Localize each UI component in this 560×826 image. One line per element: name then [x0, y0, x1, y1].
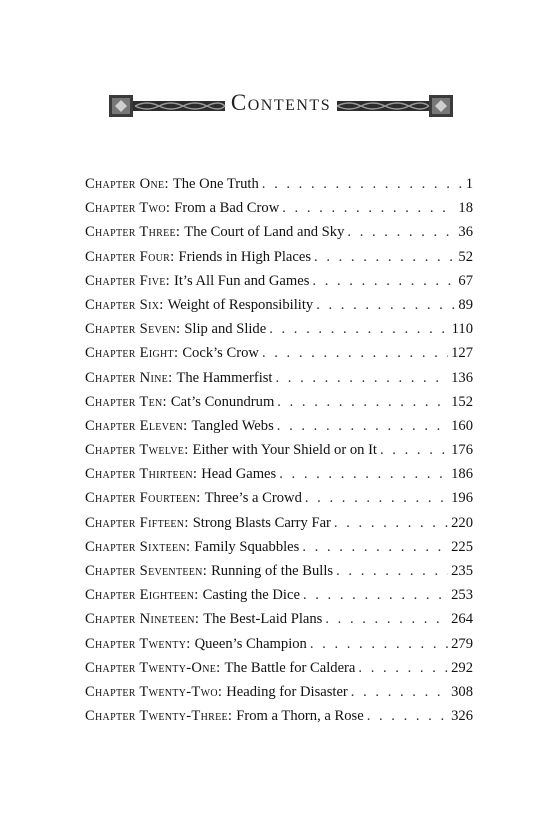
toc-entry [85, 462, 473, 486]
page-number: 235 [451, 563, 473, 579]
page-number: 326 [451, 708, 473, 725]
dot-leader [312, 269, 455, 293]
dot-leader [277, 414, 448, 438]
dot-leader [314, 245, 455, 269]
chapter-number: Chapter Seven: [85, 321, 181, 338]
toc-entry [85, 704, 473, 728]
chapter-title: The Best-Laid Plans [203, 611, 323, 628]
dot-leader [262, 341, 448, 365]
chapter-number: Chapter One: [85, 176, 169, 192]
chapter-title: The Hammerfist [176, 369, 273, 386]
toc-entry [85, 680, 473, 704]
page-number: 127 [451, 345, 473, 362]
chapter-number: Chapter Six: [85, 296, 164, 313]
chapter-title: From a Thorn, a Rose [236, 708, 364, 725]
dot-leader [302, 535, 448, 559]
chapter-title: Friends in High Places [178, 248, 312, 265]
chapter-number: Chapter Twelve: [85, 442, 189, 459]
chapter-title: Heading for Disaster [226, 683, 348, 700]
dot-leader [358, 656, 448, 680]
chapter-title: Queen’s Champion [194, 635, 307, 652]
toc-entry [85, 656, 473, 680]
dot-leader [347, 220, 455, 244]
dot-leader [310, 632, 448, 656]
page-number: 264 [451, 611, 473, 628]
chapter-number: Chapter Eight: [85, 345, 179, 362]
page-number: 196 [451, 490, 473, 507]
toc-entry [85, 511, 473, 535]
page-number: 225 [451, 538, 473, 555]
chapter-title: It’s All Fun and Games [174, 272, 310, 289]
dot-leader [336, 559, 448, 583]
chapter-title: Tangled Webs [191, 417, 274, 434]
chapter-title: The Court of Land and Sky [184, 224, 345, 241]
ornament-right-icon [335, 94, 455, 118]
page-number: 1 [465, 176, 473, 192]
page-number: 136 [451, 369, 473, 386]
toc-entry [85, 341, 473, 365]
dot-leader [279, 462, 448, 486]
page-number: 160 [451, 417, 473, 434]
page-number: 186 [451, 466, 473, 483]
dot-leader [380, 438, 448, 462]
chapter-title: Cat’s Conundrum [170, 393, 275, 410]
chapter-title: Family Squabbles [194, 538, 300, 555]
chapter-number: Chapter Eleven: [85, 417, 188, 434]
toc-entry [85, 390, 473, 414]
dot-leader [305, 486, 448, 510]
chapter-number: Chapter Twenty: [85, 635, 191, 652]
toc-entry [85, 535, 473, 559]
toc-entry [85, 583, 473, 607]
chapter-number: Chapter Seventeen: [85, 563, 208, 579]
toc-entry [85, 438, 473, 462]
toc-entry [85, 607, 473, 631]
chapter-number: Chapter Twenty-Two: [85, 683, 223, 700]
chapter-title: The Battle for Caldera [224, 659, 356, 676]
contents-heading [0, 86, 560, 126]
toc-entry [85, 414, 473, 438]
toc-entry [85, 293, 473, 317]
chapter-number: Chapter Four: [85, 248, 175, 265]
page-number: 36 [458, 224, 473, 241]
toc-entry [85, 632, 473, 656]
page-number: 279 [451, 635, 473, 652]
chapter-title: Three’s a Crowd [204, 490, 302, 507]
toc-entry [85, 366, 473, 390]
chapter-title: The One Truth [172, 176, 259, 192]
dot-leader [277, 390, 448, 414]
chapter-number: Chapter Three: [85, 224, 181, 241]
chapter-number: Chapter Twenty-One: [85, 659, 221, 676]
chapter-number: Chapter Eighteen: [85, 587, 199, 604]
chapter-number: Chapter Fifteen: [85, 514, 189, 531]
toc-entry [85, 269, 473, 293]
toc-entry [85, 245, 473, 269]
dot-leader [334, 511, 448, 535]
chapter-title: From a Bad Crow [174, 200, 280, 217]
page-title: Contents [230, 90, 332, 115]
page-number: 18 [458, 200, 473, 217]
chapter-number: Chapter Five: [85, 272, 171, 289]
page-number: 176 [451, 442, 473, 459]
page-number: 220 [451, 514, 473, 531]
dot-leader [282, 196, 455, 220]
toc-entry [85, 559, 473, 583]
page-number: 308 [451, 683, 473, 700]
page-number: 253 [451, 587, 473, 604]
dot-leader [316, 293, 455, 317]
chapter-title: Running of the Bulls [211, 563, 334, 579]
toc-entry [85, 317, 473, 341]
dot-leader [262, 172, 463, 196]
page-number: 67 [458, 272, 473, 289]
page-number: 292 [451, 659, 473, 676]
chapter-number: Chapter Twenty-Three: [85, 708, 233, 725]
page-number: 52 [458, 248, 473, 265]
chapter-title: Casting the Dice [202, 587, 300, 604]
chapter-number: Chapter Sixteen: [85, 538, 191, 555]
dot-leader [275, 366, 448, 390]
dot-leader [303, 583, 448, 607]
toc-entry [85, 172, 473, 196]
page-number: 152 [451, 393, 473, 410]
dot-leader [351, 680, 448, 704]
chapter-number: Chapter Ten: [85, 393, 167, 410]
table-of-contents [85, 172, 473, 728]
toc-entry [85, 220, 473, 244]
chapter-number: Chapter Fourteen: [85, 490, 201, 507]
chapter-number: Chapter Thirteen: [85, 466, 198, 483]
page-number: 89 [458, 296, 473, 313]
chapter-number: Chapter Nineteen: [85, 611, 200, 628]
chapter-title: Weight of Responsibility [167, 296, 314, 313]
chapter-title: Slip and Slide [184, 321, 267, 338]
chapter-title: Head Games [201, 466, 277, 483]
dot-leader [367, 704, 448, 728]
chapter-number: Chapter Nine: [85, 369, 173, 386]
dot-leader [325, 607, 448, 631]
chapter-title: Either with Your Shield or on It [192, 442, 377, 459]
ornament-left-icon [107, 94, 227, 118]
chapter-number: Chapter Two: [85, 200, 171, 217]
toc-entry [85, 196, 473, 220]
dot-leader [269, 317, 448, 341]
chapter-title: Cock’s Crow [182, 345, 259, 362]
chapter-title: Strong Blasts Carry Far [192, 514, 331, 531]
toc-entry [85, 486, 473, 510]
page-number: 110 [451, 321, 473, 338]
